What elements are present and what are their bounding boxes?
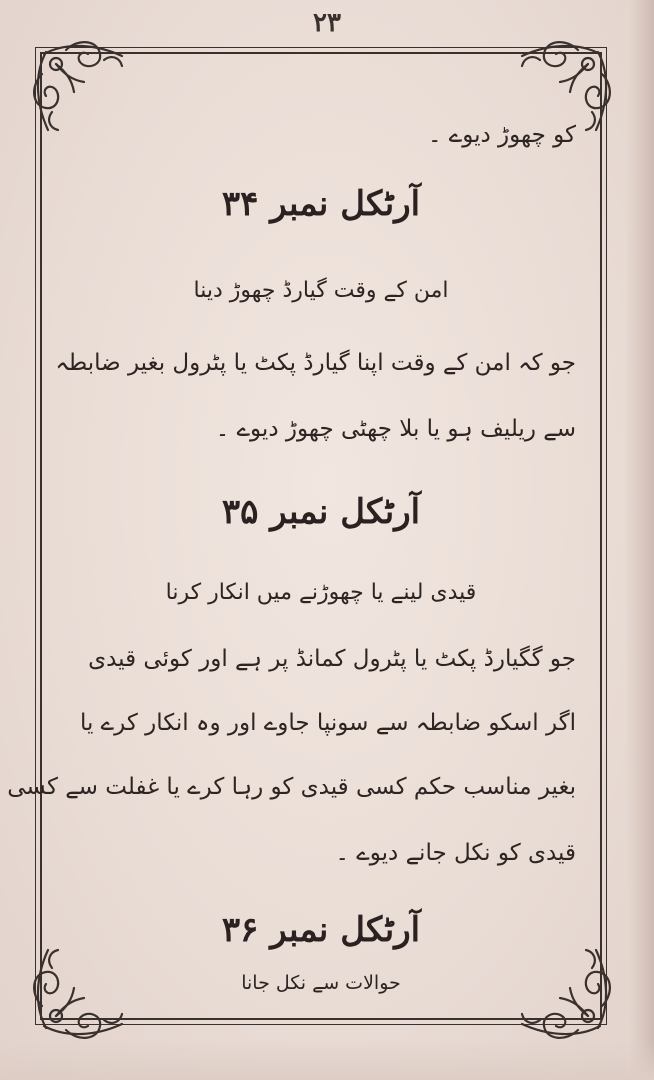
page-bottom-shadow bbox=[0, 1040, 654, 1080]
article-35-subheading: قیدی لینے یا چھوڑنے میں انکار کرنا bbox=[165, 580, 477, 605]
article-35-heading: آرٹکل نمبر ۳۵ bbox=[221, 492, 421, 532]
article-35-line-2: اگر اسکو ضابطہ سے سونپا جاوے اور وہ انکار کرے یا bbox=[79, 710, 576, 736]
article-35-line-4: قیدی کو نکل جانے دیوے ۔ bbox=[335, 840, 576, 866]
article-36-subheading: حوالات سے نکل جانا bbox=[241, 972, 401, 994]
article-35-line-3: بغیر مناسب حکم کسی قیدی کو رہا کرے یا غفلت سے کسی bbox=[7, 774, 576, 800]
page-number: ۲۳ bbox=[313, 8, 341, 38]
article-34-line-2: سے ریلیف ہو یا بلا چھٹی چھوڑ دیوے ۔ bbox=[215, 416, 576, 442]
article-34-line-1: جو کہ امن کے وقت اپنا گیارڈ پکٹ یا پٹرول بغیر ضابطہ bbox=[55, 350, 576, 376]
article-34-heading: آرٹکل نمبر ۳۴ bbox=[221, 184, 421, 224]
page-edge-shadow bbox=[626, 0, 654, 1080]
article-35-line-1: جو گگیارڈ پکٹ یا پٹرول کمانڈ پر ہے اور کوئی قیدی bbox=[88, 646, 576, 672]
article-34-subheading: امن کے وقت گیارڈ چھوڑ دینا bbox=[193, 278, 449, 303]
continuation-line: کو چھوڑ دیوے ۔ bbox=[427, 122, 576, 148]
article-36-heading: آرٹکل نمبر ۳۶ bbox=[221, 910, 421, 950]
